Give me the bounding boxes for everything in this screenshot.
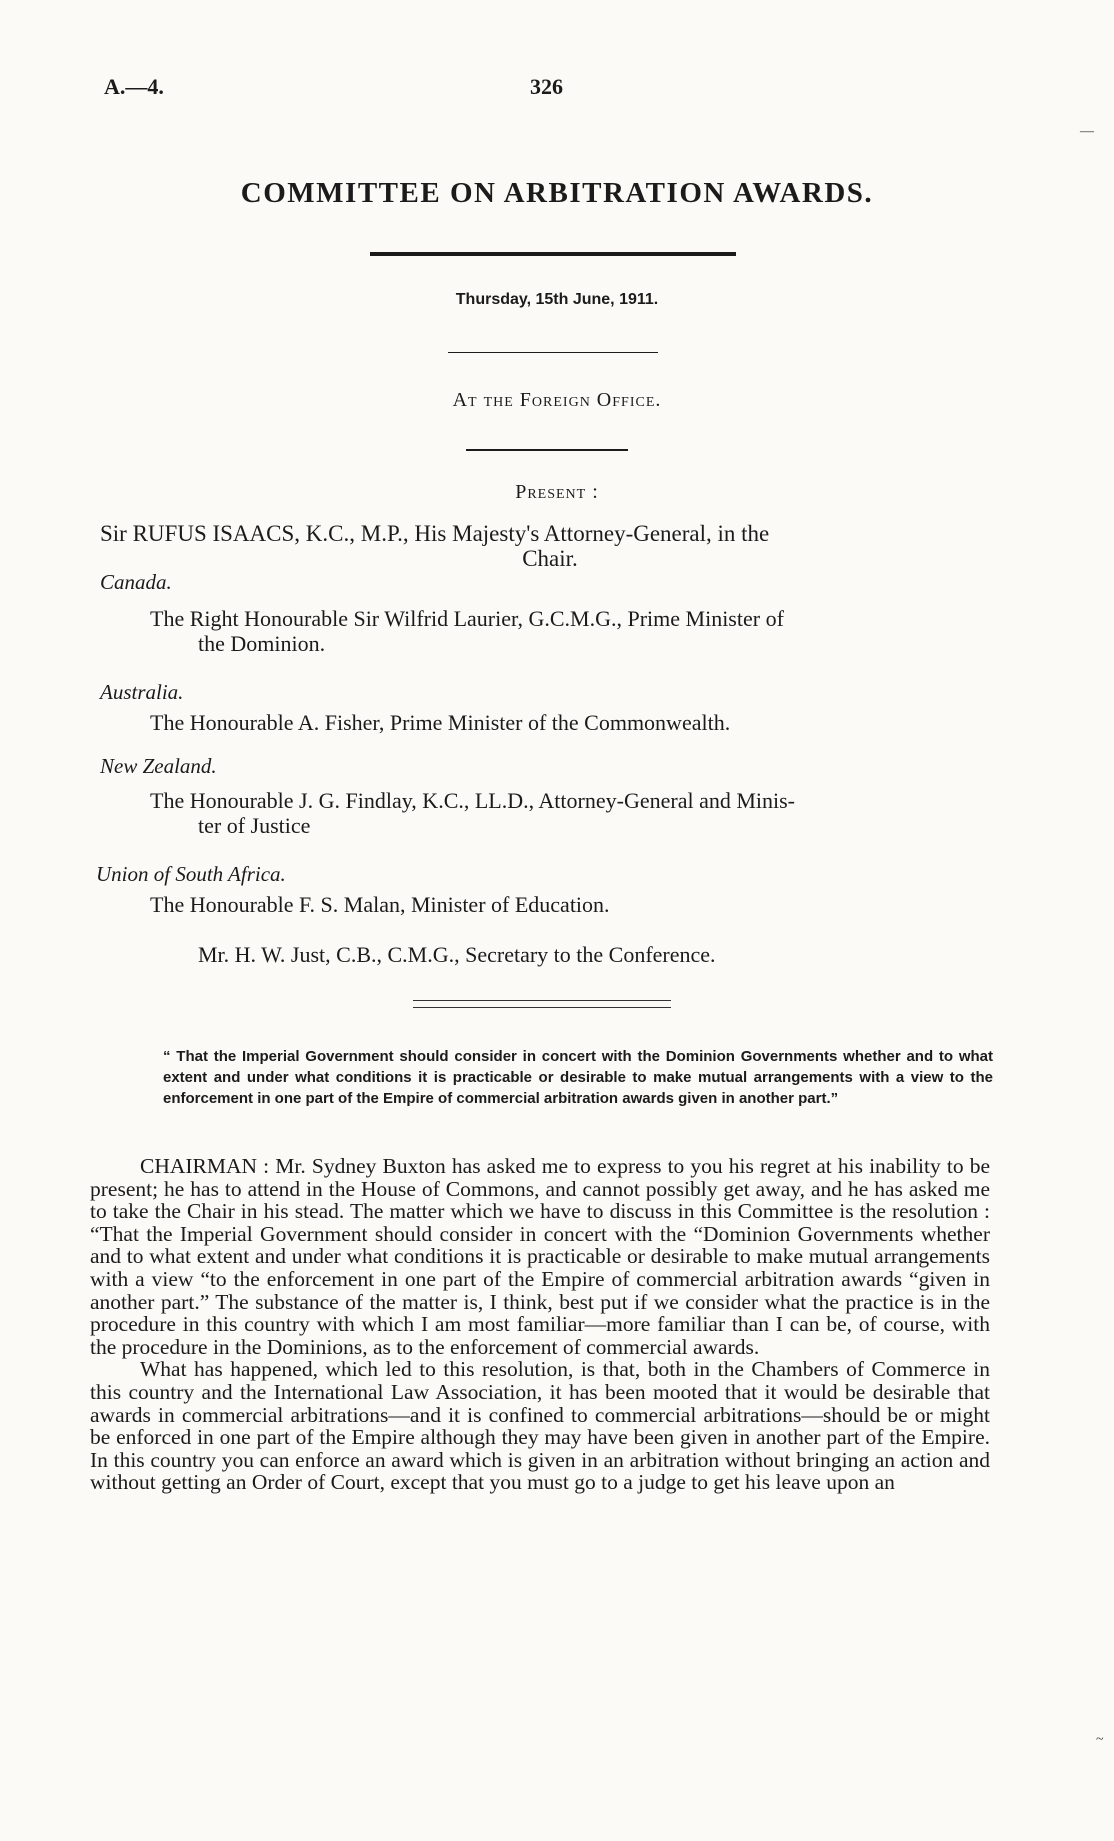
- paragraph: CHAIRMAN : Mr. Sydney Buxton has asked me to express to you his regret at his inability to be present; he has to attend in the House of Commons, and cannot possibly get away, and he has asked me to take the Chair in his stead. The matter which we have to discuss in this Committee is the resolution : “That the Imperial Government should consider in concert with the “Dominion Governments whether and to what extent and under what conditions it is practicable or desirable to make mutual arrangements with a view “to the enforcement in one part of the Empire of commercial arbitration awards “given in another part.” The substance of the matter is, I think, best put if we consider what the practice is in the procedure in this country with which I am most familiar—more familiar than I can be, of course, with the procedure in the Dominions, as to the enforcement of commercial awards.: [90, 1154, 990, 1359]
- delegate-line: ter of Justice: [198, 813, 311, 838]
- chairman-entry: [100, 521, 1000, 571]
- meeting-date: Thursday, 15th June, 1911.: [455, 291, 659, 308]
- delegation-label: Union of South Africa.: [96, 862, 286, 886]
- resolution-text: “ That the Imperial Government should consider in concert with the Dominion Governments whether and to what extent and under what conditions it is practicable or desirable to make mutual arrangements with a view to the enforcement in one part of the Empire of commercial arbitration awards given in another part.”: [163, 1048, 993, 1107]
- paragraph: What has happened, which led to this resolution, is that, both in the Chambers of Commerce in this country and the International Law Association, it has been mooted that it would be desirable that awards in commercial arbitrations—and it is confined to commercial arbitrations—should be or might be enforced in one part of the Empire although they may have been given in another part of the Empire. In this country you can enforce an award which is given in an arbitration without bringing an action and without getting an Order of Court, except that you must go to a judge to get his leave upon an: [90, 1357, 990, 1495]
- delegation-label: Australia.: [100, 680, 184, 704]
- page-header: [0, 74, 1114, 104]
- transcript-body: [90, 1155, 990, 1494]
- delegate-line: The Honourable F. S. Malan, Minister of Education.: [150, 892, 610, 917]
- delegation-label: Canada.: [100, 570, 172, 594]
- page-number: 326: [530, 74, 563, 99]
- title-rule: [370, 252, 736, 256]
- delegate-entry: [150, 892, 1010, 917]
- delegate-entry: [150, 710, 1010, 735]
- delegate-line: The Honourable A. Fisher, Prime Minister of the Commonwealth.: [150, 710, 731, 735]
- present-heading: Present :: [515, 481, 599, 503]
- chairman-line: Sir RUFUS ISAACS, K.C., M.P., His Majesty's Attorney-General, in the: [100, 521, 770, 546]
- secretary-entry: Mr. H. W. Just, C.B., C.M.G., Secretary to the Conference.: [198, 942, 716, 967]
- section-divider: [413, 1000, 671, 1008]
- page-title: COMMITTEE ON ARBITRATION AWARDS.: [240, 177, 874, 209]
- margin-mark: ―: [1080, 124, 1094, 139]
- delegate-line: The Honourable J. G. Findlay, K.C., LL.D., Attorney-General and Minis-: [150, 788, 796, 813]
- delegate-line: the Dominion.: [198, 631, 326, 656]
- delegation-label: New Zealand.: [100, 754, 217, 778]
- delegate-entry: [150, 788, 1010, 838]
- divider: [448, 352, 658, 353]
- delegate-line: The Right Honourable Sir Wilfrid Laurier, G.C.M.G., Prime Minister of: [150, 606, 784, 631]
- chairman-line: Chair.: [522, 546, 578, 571]
- delegate-entry: [150, 606, 1010, 656]
- meeting-location: At the Foreign Office.: [452, 389, 662, 411]
- margin-mark: ~: [1096, 1732, 1104, 1747]
- document-reference: A.—4.: [104, 74, 164, 99]
- divider: [466, 449, 628, 451]
